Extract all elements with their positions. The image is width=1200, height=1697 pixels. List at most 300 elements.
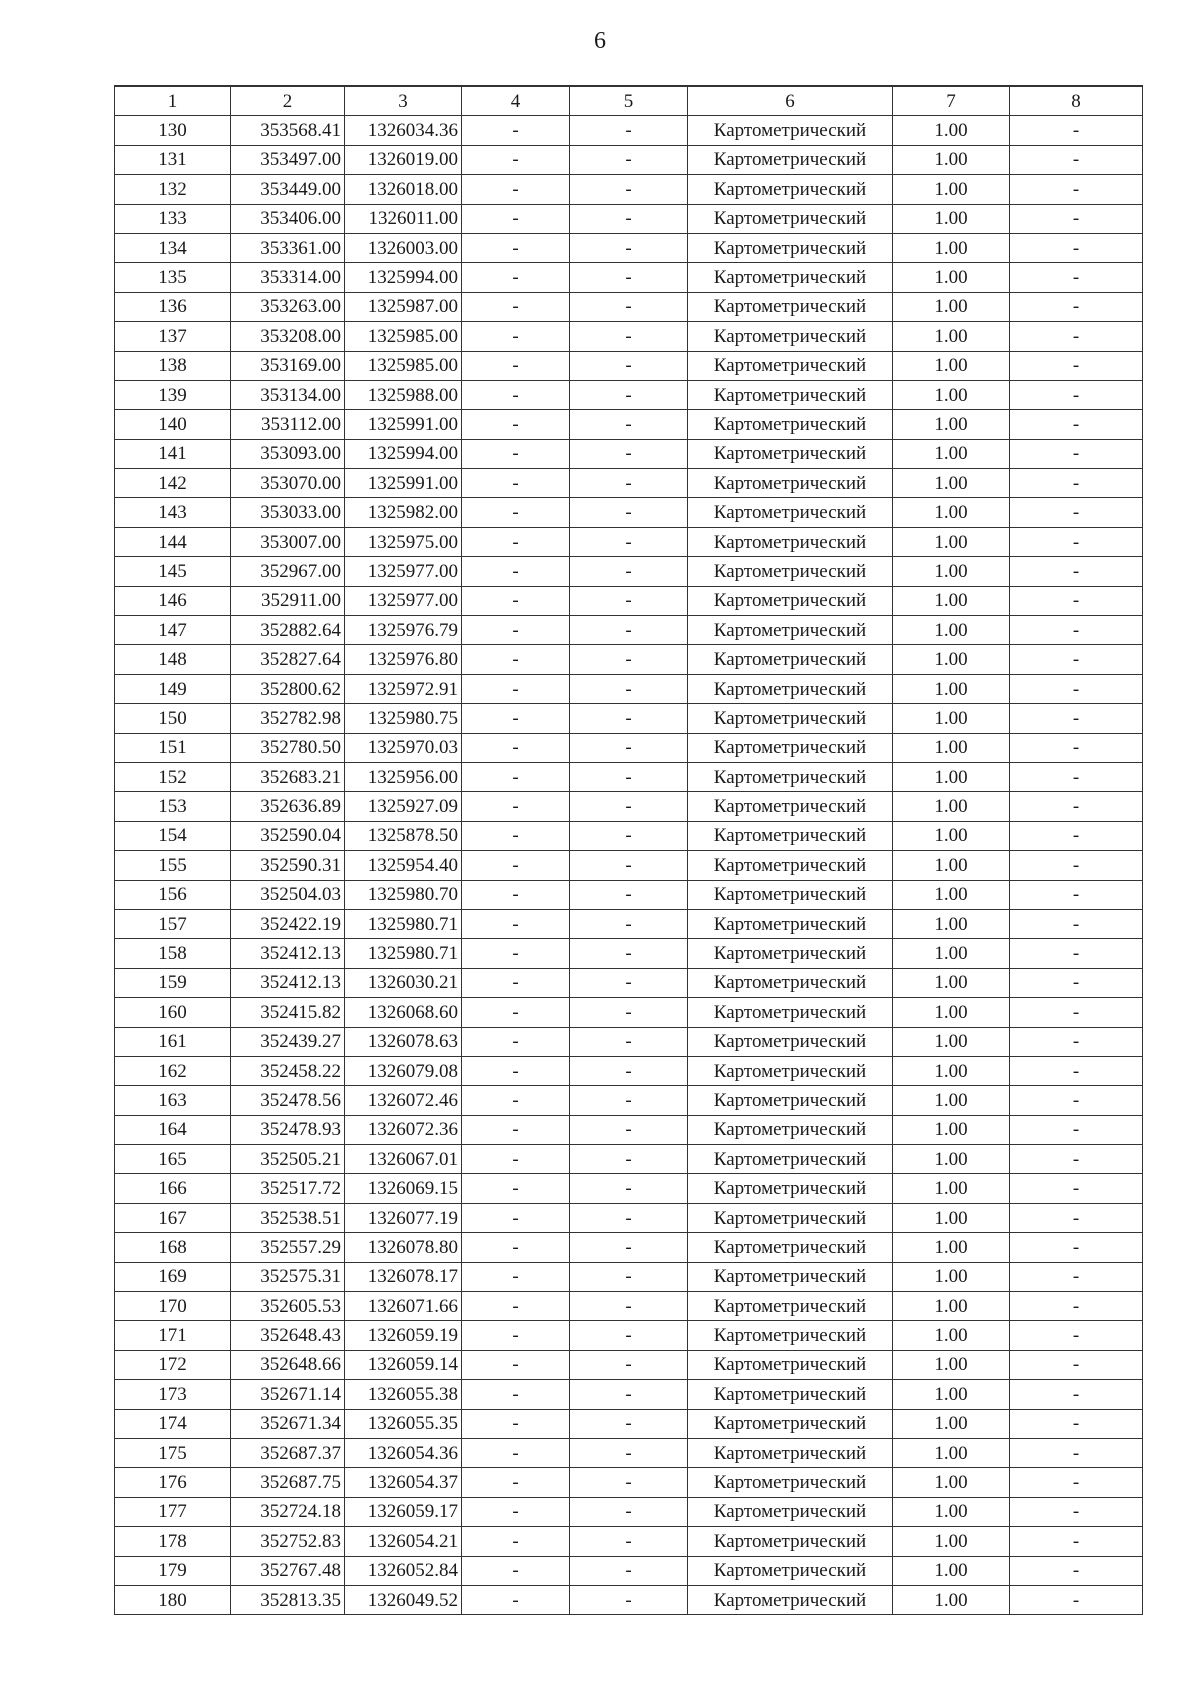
method-cell: Картометрический [688,880,893,909]
point-number-cell: 178 [115,1527,231,1556]
accuracy-cell: 1.00 [893,645,1010,674]
table-row [115,175,1143,204]
y-coordinate-cell: 1325927.09 [345,792,462,821]
col-8-value-cell: - [1010,1174,1143,1203]
col-4-value-cell: - [462,1027,570,1056]
point-number-cell: 176 [115,1468,231,1497]
col-5-value-cell: - [570,792,688,821]
y-coordinate-cell: 1325988.00 [345,380,462,409]
x-coordinate-cell: 352458.22 [231,1056,345,1085]
col-5-value-cell: - [570,1115,688,1144]
table-row [115,527,1143,556]
table-row [115,351,1143,380]
y-coordinate-cell: 1325994.00 [345,439,462,468]
table-row [115,733,1143,762]
col-8-value-cell: - [1010,1585,1143,1614]
header-cell-3: 3 [345,86,462,116]
accuracy-cell: 1.00 [893,733,1010,762]
accuracy-cell: 1.00 [893,439,1010,468]
col-8-value-cell: - [1010,851,1143,880]
y-coordinate-cell: 1326077.19 [345,1203,462,1232]
col-5-value-cell: - [570,322,688,351]
col-5-value-cell: - [570,821,688,850]
col-5-value-cell: - [570,1409,688,1438]
method-cell: Картометрический [688,645,893,674]
table-row [115,998,1143,1027]
col-5-value-cell: - [570,586,688,615]
header-cell-7: 7 [893,86,1010,116]
col-4-value-cell: - [462,1527,570,1556]
table-row [115,145,1143,174]
col-4-value-cell: - [462,880,570,909]
x-coordinate-cell: 353112.00 [231,410,345,439]
col-8-value-cell: - [1010,1233,1143,1262]
col-5-value-cell: - [570,998,688,1027]
col-8-value-cell: - [1010,322,1143,351]
accuracy-cell: 1.00 [893,1086,1010,1115]
col-5-value-cell: - [570,1497,688,1526]
accuracy-cell: 1.00 [893,175,1010,204]
y-coordinate-cell: 1326011.00 [345,204,462,233]
col-8-value-cell: - [1010,968,1143,997]
table-row [115,704,1143,733]
col-8-value-cell: - [1010,674,1143,703]
col-5-value-cell: - [570,880,688,909]
table-row [115,616,1143,645]
col-8-value-cell: - [1010,1527,1143,1556]
col-8-value-cell: - [1010,704,1143,733]
table-row [115,439,1143,468]
y-coordinate-cell: 1326034.36 [345,116,462,145]
point-number-cell: 159 [115,968,231,997]
accuracy-cell: 1.00 [893,145,1010,174]
y-coordinate-cell: 1325956.00 [345,762,462,791]
x-coordinate-cell: 352800.62 [231,674,345,703]
col-5-value-cell: - [570,469,688,498]
method-cell: Картометрический [688,263,893,292]
table-row [115,1262,1143,1291]
method-cell: Картометрический [688,1115,893,1144]
y-coordinate-cell: 1326019.00 [345,145,462,174]
y-coordinate-cell: 1326072.46 [345,1086,462,1115]
table-row [115,1174,1143,1203]
col-5-value-cell: - [570,1350,688,1379]
method-cell: Картометрический [688,1056,893,1085]
col-4-value-cell: - [462,616,570,645]
accuracy-cell: 1.00 [893,410,1010,439]
table-row [115,1497,1143,1526]
point-number-cell: 153 [115,792,231,821]
accuracy-cell: 1.00 [893,1174,1010,1203]
method-cell: Картометрический [688,1438,893,1467]
accuracy-cell: 1.00 [893,762,1010,791]
col-5-value-cell: - [570,1585,688,1614]
x-coordinate-cell: 353361.00 [231,233,345,262]
accuracy-cell: 1.00 [893,1145,1010,1174]
y-coordinate-cell: 1326059.17 [345,1497,462,1526]
col-5-value-cell: - [570,1438,688,1467]
col-5-value-cell: - [570,851,688,880]
col-5-value-cell: - [570,233,688,262]
y-coordinate-cell: 1326030.21 [345,968,462,997]
col-8-value-cell: - [1010,1115,1143,1144]
table-row [115,498,1143,527]
col-4-value-cell: - [462,469,570,498]
header-cell-2: 2 [231,86,345,116]
col-4-value-cell: - [462,733,570,762]
method-cell: Картометрический [688,1292,893,1321]
point-number-cell: 143 [115,498,231,527]
table-row [115,1203,1143,1232]
x-coordinate-cell: 352517.72 [231,1174,345,1203]
point-number-cell: 166 [115,1174,231,1203]
method-cell: Картометрический [688,616,893,645]
table-row [115,1086,1143,1115]
y-coordinate-cell: 1325985.00 [345,322,462,351]
table-row [115,821,1143,850]
table-row [115,792,1143,821]
method-cell: Картометрический [688,1468,893,1497]
col-5-value-cell: - [570,116,688,145]
y-coordinate-cell: 1326068.60 [345,998,462,1027]
col-4-value-cell: - [462,116,570,145]
col-4-value-cell: - [462,263,570,292]
x-coordinate-cell: 353568.41 [231,116,345,145]
col-4-value-cell: - [462,939,570,968]
col-4-value-cell: - [462,557,570,586]
accuracy-cell: 1.00 [893,1409,1010,1438]
method-cell: Картометрический [688,292,893,321]
method-cell: Картометрический [688,704,893,733]
table-row [115,204,1143,233]
col-4-value-cell: - [462,1350,570,1379]
accuracy-cell: 1.00 [893,1380,1010,1409]
point-number-cell: 167 [115,1203,231,1232]
x-coordinate-cell: 352780.50 [231,733,345,762]
point-number-cell: 130 [115,116,231,145]
col-5-value-cell: - [570,1086,688,1115]
x-coordinate-cell: 352767.48 [231,1556,345,1585]
method-cell: Картометрический [688,1262,893,1291]
method-cell: Картометрический [688,1321,893,1350]
accuracy-cell: 1.00 [893,498,1010,527]
method-cell: Картометрический [688,1233,893,1262]
col-4-value-cell: - [462,968,570,997]
col-5-value-cell: - [570,1468,688,1497]
point-number-cell: 164 [115,1115,231,1144]
table-row [115,1556,1143,1585]
col-8-value-cell: - [1010,733,1143,762]
method-cell: Картометрический [688,1027,893,1056]
table-row [115,380,1143,409]
col-5-value-cell: - [570,939,688,968]
y-coordinate-cell: 1325976.79 [345,616,462,645]
col-5-value-cell: - [570,351,688,380]
point-number-cell: 135 [115,263,231,292]
col-4-value-cell: - [462,792,570,821]
accuracy-cell: 1.00 [893,851,1010,880]
point-number-cell: 163 [115,1086,231,1115]
accuracy-cell: 1.00 [893,1027,1010,1056]
col-8-value-cell: - [1010,1350,1143,1379]
accuracy-cell: 1.00 [893,880,1010,909]
col-4-value-cell: - [462,1438,570,1467]
col-5-value-cell: - [570,292,688,321]
x-coordinate-cell: 353070.00 [231,469,345,498]
method-cell: Картометрический [688,557,893,586]
x-coordinate-cell: 352557.29 [231,1233,345,1262]
col-8-value-cell: - [1010,880,1143,909]
y-coordinate-cell: 1326071.66 [345,1292,462,1321]
accuracy-cell: 1.00 [893,322,1010,351]
y-coordinate-cell: 1325954.40 [345,851,462,880]
accuracy-cell: 1.00 [893,380,1010,409]
x-coordinate-cell: 352648.43 [231,1321,345,1350]
col-5-value-cell: - [570,1292,688,1321]
accuracy-cell: 1.00 [893,233,1010,262]
accuracy-cell: 1.00 [893,909,1010,938]
accuracy-cell: 1.00 [893,1556,1010,1585]
method-cell: Картометрический [688,851,893,880]
x-coordinate-cell: 352724.18 [231,1497,345,1526]
table-header-row [115,86,1143,116]
col-8-value-cell: - [1010,821,1143,850]
col-8-value-cell: - [1010,1203,1143,1232]
col-8-value-cell: - [1010,1145,1143,1174]
point-number-cell: 152 [115,762,231,791]
method-cell: Картометрический [688,792,893,821]
col-8-value-cell: - [1010,145,1143,174]
col-4-value-cell: - [462,1409,570,1438]
col-8-value-cell: - [1010,939,1143,968]
col-4-value-cell: - [462,292,570,321]
accuracy-cell: 1.00 [893,1203,1010,1232]
x-coordinate-cell: 352478.56 [231,1086,345,1115]
accuracy-cell: 1.00 [893,116,1010,145]
method-cell: Картометрический [688,586,893,615]
table-row [115,1056,1143,1085]
y-coordinate-cell: 1326054.37 [345,1468,462,1497]
method-cell: Картометрический [688,1174,893,1203]
col-5-value-cell: - [570,968,688,997]
col-4-value-cell: - [462,1468,570,1497]
method-cell: Картометрический [688,233,893,262]
method-cell: Картометрический [688,1203,893,1232]
method-cell: Картометрический [688,1086,893,1115]
accuracy-cell: 1.00 [893,204,1010,233]
x-coordinate-cell: 352911.00 [231,586,345,615]
point-number-cell: 140 [115,410,231,439]
x-coordinate-cell: 353093.00 [231,439,345,468]
y-coordinate-cell: 1325977.00 [345,557,462,586]
col-8-value-cell: - [1010,116,1143,145]
col-5-value-cell: - [570,616,688,645]
col-8-value-cell: - [1010,762,1143,791]
col-5-value-cell: - [570,1145,688,1174]
point-number-cell: 157 [115,909,231,938]
y-coordinate-cell: 1326055.35 [345,1409,462,1438]
accuracy-cell: 1.00 [893,469,1010,498]
point-number-cell: 146 [115,586,231,615]
col-8-value-cell: - [1010,1262,1143,1291]
y-coordinate-cell: 1326018.00 [345,175,462,204]
point-number-cell: 173 [115,1380,231,1409]
method-cell: Картометрический [688,204,893,233]
x-coordinate-cell: 353007.00 [231,527,345,556]
table-row [115,1527,1143,1556]
method-cell: Картометрический [688,1556,893,1585]
x-coordinate-cell: 353449.00 [231,175,345,204]
point-number-cell: 174 [115,1409,231,1438]
table-row [115,1115,1143,1144]
accuracy-cell: 1.00 [893,1233,1010,1262]
x-coordinate-cell: 353314.00 [231,263,345,292]
col-5-value-cell: - [570,1556,688,1585]
col-8-value-cell: - [1010,586,1143,615]
accuracy-cell: 1.00 [893,1056,1010,1085]
table-row [115,1145,1143,1174]
method-cell: Картометрический [688,1380,893,1409]
accuracy-cell: 1.00 [893,792,1010,821]
y-coordinate-cell: 1325987.00 [345,292,462,321]
table-row [115,292,1143,321]
table-row [115,410,1143,439]
x-coordinate-cell: 352605.53 [231,1292,345,1321]
x-coordinate-cell: 352636.89 [231,792,345,821]
point-number-cell: 172 [115,1350,231,1379]
col-8-value-cell: - [1010,1056,1143,1085]
col-8-value-cell: - [1010,1380,1143,1409]
method-cell: Картометрический [688,674,893,703]
point-number-cell: 155 [115,851,231,880]
y-coordinate-cell: 1325980.70 [345,880,462,909]
y-coordinate-cell: 1326059.14 [345,1350,462,1379]
table-row [115,233,1143,262]
method-cell: Картометрический [688,909,893,938]
col-8-value-cell: - [1010,1468,1143,1497]
table-row [115,880,1143,909]
table-row [115,586,1143,615]
table-row [115,1233,1143,1262]
x-coordinate-cell: 352671.14 [231,1380,345,1409]
y-coordinate-cell: 1326078.63 [345,1027,462,1056]
table-row [115,645,1143,674]
y-coordinate-cell: 1326055.38 [345,1380,462,1409]
point-number-cell: 158 [115,939,231,968]
col-4-value-cell: - [462,909,570,938]
col-8-value-cell: - [1010,1556,1143,1585]
point-number-cell: 144 [115,527,231,556]
col-4-value-cell: - [462,762,570,791]
col-4-value-cell: - [462,851,570,880]
point-number-cell: 145 [115,557,231,586]
col-4-value-cell: - [462,821,570,850]
y-coordinate-cell: 1325972.91 [345,674,462,703]
y-coordinate-cell: 1325975.00 [345,527,462,556]
method-cell: Картометрический [688,1527,893,1556]
header-cell-8: 8 [1010,86,1143,116]
col-4-value-cell: - [462,1174,570,1203]
table-row [115,762,1143,791]
accuracy-cell: 1.00 [893,351,1010,380]
col-8-value-cell: - [1010,204,1143,233]
col-4-value-cell: - [462,527,570,556]
col-4-value-cell: - [462,1203,570,1232]
y-coordinate-cell: 1325980.75 [345,704,462,733]
point-number-cell: 161 [115,1027,231,1056]
y-coordinate-cell: 1326054.36 [345,1438,462,1467]
table-row [115,322,1143,351]
table-row [115,674,1143,703]
point-number-cell: 175 [115,1438,231,1467]
y-coordinate-cell: 1325985.00 [345,351,462,380]
method-cell: Картометрический [688,998,893,1027]
accuracy-cell: 1.00 [893,968,1010,997]
x-coordinate-cell: 352504.03 [231,880,345,909]
col-5-value-cell: - [570,1262,688,1291]
x-coordinate-cell: 352687.75 [231,1468,345,1497]
method-cell: Картометрический [688,762,893,791]
method-cell: Картометрический [688,939,893,968]
y-coordinate-cell: 1325977.00 [345,586,462,615]
col-8-value-cell: - [1010,616,1143,645]
point-number-cell: 165 [115,1145,231,1174]
col-4-value-cell: - [462,1056,570,1085]
y-coordinate-cell: 1325976.80 [345,645,462,674]
y-coordinate-cell: 1325878.50 [345,821,462,850]
method-cell: Картометрический [688,527,893,556]
col-5-value-cell: - [570,380,688,409]
method-cell: Картометрический [688,968,893,997]
page-number: 6 [594,28,606,54]
col-5-value-cell: - [570,410,688,439]
y-coordinate-cell: 1326078.80 [345,1233,462,1262]
col-5-value-cell: - [570,439,688,468]
accuracy-cell: 1.00 [893,1292,1010,1321]
point-number-cell: 134 [115,233,231,262]
point-number-cell: 149 [115,674,231,703]
x-coordinate-cell: 352648.66 [231,1350,345,1379]
col-4-value-cell: - [462,233,570,262]
table-row [115,909,1143,938]
table-row [115,1468,1143,1497]
method-cell: Картометрический [688,410,893,439]
x-coordinate-cell: 352813.35 [231,1585,345,1614]
y-coordinate-cell: 1326003.00 [345,233,462,262]
header-cell-4: 4 [462,86,570,116]
col-5-value-cell: - [570,674,688,703]
col-5-value-cell: - [570,1056,688,1085]
col-8-value-cell: - [1010,998,1143,1027]
col-5-value-cell: - [570,1027,688,1056]
col-8-value-cell: - [1010,1321,1143,1350]
point-number-cell: 133 [115,204,231,233]
col-4-value-cell: - [462,1585,570,1614]
col-8-value-cell: - [1010,1438,1143,1467]
accuracy-cell: 1.00 [893,1262,1010,1291]
x-coordinate-cell: 352882.64 [231,616,345,645]
method-cell: Картометрический [688,1585,893,1614]
point-number-cell: 168 [115,1233,231,1262]
point-number-cell: 156 [115,880,231,909]
method-cell: Картометрический [688,351,893,380]
col-8-value-cell: - [1010,1027,1143,1056]
coordinates-table [114,85,1143,1615]
method-cell: Картометрический [688,821,893,850]
method-cell: Картометрический [688,322,893,351]
table-body [115,116,1143,1615]
accuracy-cell: 1.00 [893,1321,1010,1350]
